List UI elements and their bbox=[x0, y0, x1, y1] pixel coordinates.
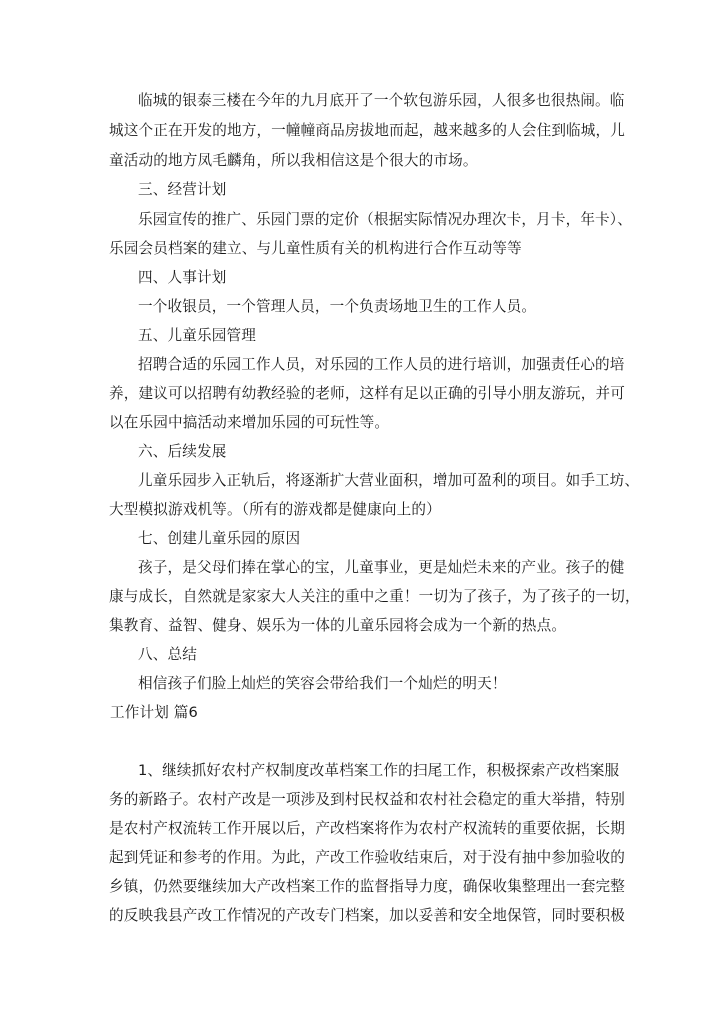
paragraph-line: 1、继续抓好农村产权制度改革档案工作的扫尾工作，积极探索产改档案服 bbox=[138, 762, 620, 779]
section-heading: 五、儿童乐园管理 bbox=[138, 327, 256, 344]
section-heading: 四、人事计划 bbox=[138, 269, 227, 286]
paragraph-line: 孩子，是父母们捧在掌心的宝，儿童事业，更是灿烂未来的产业。孩子的健 bbox=[138, 559, 625, 576]
paragraph-line: 城这个正在开发的地方，一幢幢商品房拔地而起，越来越多的人会住到临城，儿 bbox=[109, 122, 626, 139]
paragraph-line: 大型模拟游戏机等。（所有的游戏都是健康向上的） bbox=[109, 501, 441, 518]
paragraph-line: 临城的银泰三楼在今年的九月底开了一个软包游乐园，人很多也很热闹。临 bbox=[138, 92, 625, 109]
paragraph-line: 相信孩子们脸上灿烂的笑容会带给我们一个灿烂的明天！ bbox=[138, 675, 507, 692]
paragraph-line: 集教育、益智、健身、娱乐为一体的儿童乐园将会成为一个新的热点。 bbox=[109, 617, 567, 634]
section-heading: 八、总结 bbox=[138, 646, 197, 663]
paragraph-line: 儿童乐园步入正轨后，将逐渐扩大营业面积，增加可盈利的项目。如手工坊、 bbox=[138, 472, 640, 489]
paragraph-line: 乐园会员档案的建立、与儿童性质有关的机构进行合作互动等等 bbox=[109, 240, 522, 257]
paragraph-line: 的反映我县产改工作情况的产改专门档案，加以妥善和安全地保管，同时要积极 bbox=[109, 907, 626, 924]
paragraph-line: 乡镇，仍然要继续加大产改档案工作的监督指导力度，确保收集整理出一套完整 bbox=[109, 878, 626, 895]
paragraph-line: 招聘合适的乐园工作人员，对乐园的工作人员的进行培训，加强责任心的培 bbox=[138, 356, 625, 373]
paragraph-line: 起到凭证和参考的作用。为此，产改工作验收结束后，对于没有抽中参加验收的 bbox=[109, 849, 626, 866]
paragraph-line: 是农村产权流转工作开展以后，产改档案将作为农村产权流转的重要依据，长期 bbox=[109, 820, 626, 837]
paragraph-line: 务的新路子。农村产改是一项涉及到村民权益和农村社会稳定的重大举措，特别 bbox=[109, 791, 626, 808]
paragraph-line: 养，建议可以招聘有幼教经验的老师，这样有足以正确的引导小朋友游玩，并可 bbox=[109, 385, 626, 402]
section-heading: 三、经营计划 bbox=[138, 181, 227, 198]
paragraph-line: 童活动的地方凤毛麟角，所以我相信这是个很大的市场。 bbox=[109, 152, 478, 169]
paragraph-line: 康与成长，自然就是家家大人关注的重中之重！一切为了孩子，为了孩子的一切， bbox=[109, 588, 640, 605]
paragraph-line: 以在乐园中搞活动来增加乐园的可玩性等。 bbox=[109, 414, 390, 431]
paragraph-line: 乐园宣传的推广、乐园门票的定价（根据实际情况办理次卡，月卡，年卡）、 bbox=[138, 211, 632, 228]
paragraph-line: 一个收银员，一个管理人员，一个负责场地卫生的工作人员。 bbox=[138, 298, 537, 315]
section-heading: 六、后续发展 bbox=[138, 443, 227, 460]
document-section-title: 工作计划 篇6 bbox=[110, 704, 198, 721]
section-heading: 七、创建儿童乐园的原因 bbox=[138, 530, 301, 547]
